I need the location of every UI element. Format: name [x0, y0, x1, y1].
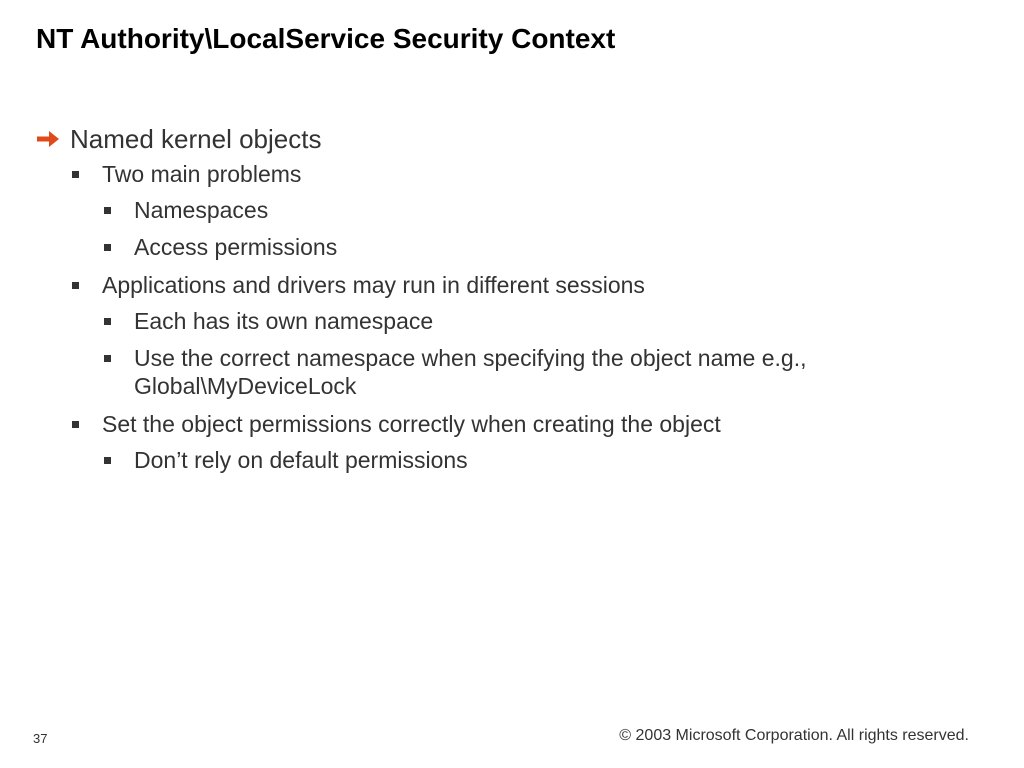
square-bullet-icon	[104, 207, 111, 214]
bullet-text: Access permissions	[134, 234, 338, 260]
bullet-item-level2	[0, 270, 1024, 300]
bullet-item-level3	[0, 344, 1024, 400]
bullet-text: Two main problems	[102, 161, 302, 187]
bullet-item-level2	[0, 409, 1024, 439]
bullet-text: Set the object permissions correctly when creating the object	[102, 411, 721, 437]
square-bullet-icon	[72, 171, 79, 178]
square-bullet-icon	[104, 244, 111, 251]
arrow-right-icon	[36, 122, 62, 156]
bullet-item-level3	[0, 233, 1024, 261]
square-bullet-icon	[104, 457, 111, 464]
bullet-text: Applications and drivers may run in different sessions	[102, 272, 645, 298]
bullet-text: Each has its own namespace	[134, 308, 434, 334]
bullet-text: Named kernel objects	[70, 124, 322, 154]
copyright-notice: © 2003 Microsoft Corporation. All rights reserved.	[619, 727, 969, 744]
bullet-text: Don’t rely on default permissions	[134, 447, 468, 473]
square-bullet-icon	[104, 355, 111, 362]
bullet-item-level2	[0, 159, 1024, 189]
bullet-text: Namespaces	[134, 197, 269, 223]
square-bullet-icon	[104, 318, 111, 325]
page-number: 37	[33, 731, 48, 746]
bullet-list	[0, 122, 1024, 483]
square-bullet-icon	[72, 282, 79, 289]
bullet-item-level1	[0, 122, 1024, 159]
bullet-item-level3	[0, 196, 1024, 224]
bullet-text: Use the correct namespace when specifying the object name e.g., Global\MyDeviceLock	[134, 345, 807, 399]
square-bullet-icon	[72, 421, 79, 428]
slide-title: NT Authority\LocalService Security Context	[36, 23, 616, 54]
bullet-item-level3	[0, 446, 1024, 474]
bullet-item-level3	[0, 307, 1024, 335]
